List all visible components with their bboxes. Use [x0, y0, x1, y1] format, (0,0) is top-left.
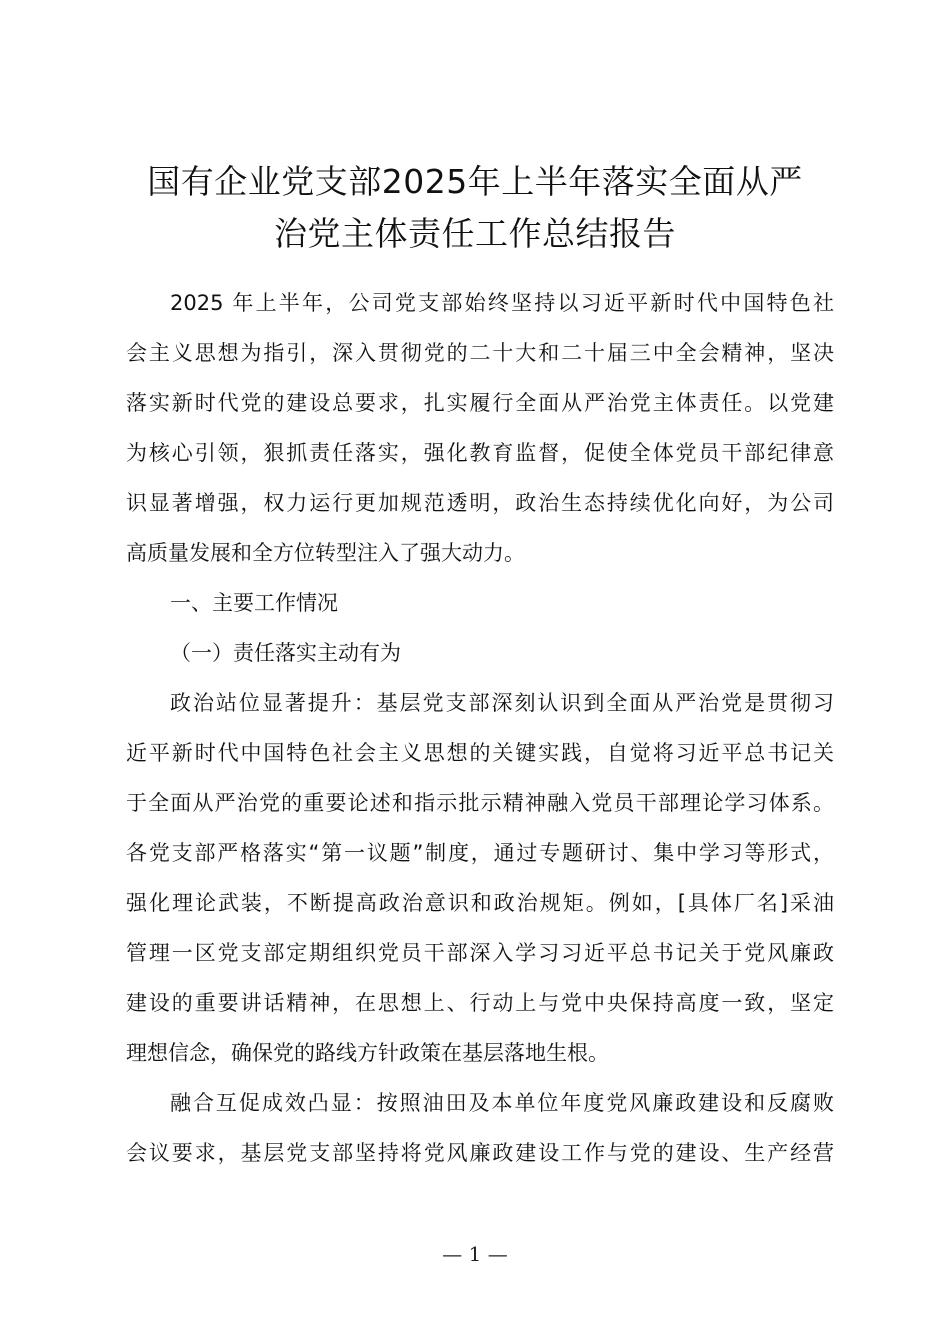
document-title	[100, 156, 850, 260]
body-line: 强化理论武装，不断提高政治意识和政治规矩。例如，[具体厂名]采油	[126, 891, 834, 915]
body-line: 融合互促成效凸显：按照油田及本单位年度党风廉政建设和反腐败	[170, 1091, 834, 1115]
body-line: 管理一区党支部定期组织党员干部深入学习习近平总书记关于党风廉政	[126, 941, 834, 965]
body-line: 建设的重要讲话精神，在思想上、行动上与党中央保持高度一致，坚定	[126, 991, 834, 1015]
body-line: 会议要求，基层党支部坚持将党风廉政建设工作与党的建设、生产经营	[126, 1141, 834, 1165]
document-body	[126, 278, 834, 1178]
body-line: 识显著增强，权力运行更加规范透明，政治生态持续优化向好，为公司	[126, 491, 834, 515]
body-line: 落实新时代党的建设总要求，扎实履行全面从严治党主体责任。以党建	[126, 391, 834, 415]
body-line: 于全面从严治党的重要论述和指示批示精神融入党员干部理论学习体系。	[126, 791, 834, 815]
section-heading: 一、主要工作情况	[170, 591, 338, 615]
subsection-heading: （一）责任落实主动有为	[170, 641, 401, 665]
body-line: 近平新时代中国特色社会主义思想的关键实践，自觉将习近平总书记关	[126, 741, 834, 765]
title-line-1: 国有企业党支部2025年上半年落实全面从严	[147, 162, 803, 201]
body-line: 会主义思想为指引，深入贯彻党的二十大和二十届三中全会精神，坚决	[126, 341, 834, 365]
body-line: 高质量发展和全方位转型注入了强大动力。	[126, 541, 525, 565]
body-line: 2025 年上半年，公司党支部始终坚持以习近平新时代中国特色社	[170, 291, 834, 315]
body-line: 政治站位显著提升：基层党支部深刻认识到全面从严治党是贯彻习	[170, 691, 834, 715]
body-line: 为核心引领，狠抓责任落实，强化教育监督，促使全体党员干部纪律意	[126, 441, 834, 465]
page-number: — 1 —	[442, 1242, 508, 1266]
body-line: 各党支部严格落实“第一议题”制度，通过专题研讨、集中学习等形式，	[126, 841, 834, 865]
body-line: 理想信念，确保党的路线方针政策在基层落地生根。	[126, 1041, 609, 1065]
title-line-2: 治党主体责任工作总结报告	[274, 214, 676, 253]
